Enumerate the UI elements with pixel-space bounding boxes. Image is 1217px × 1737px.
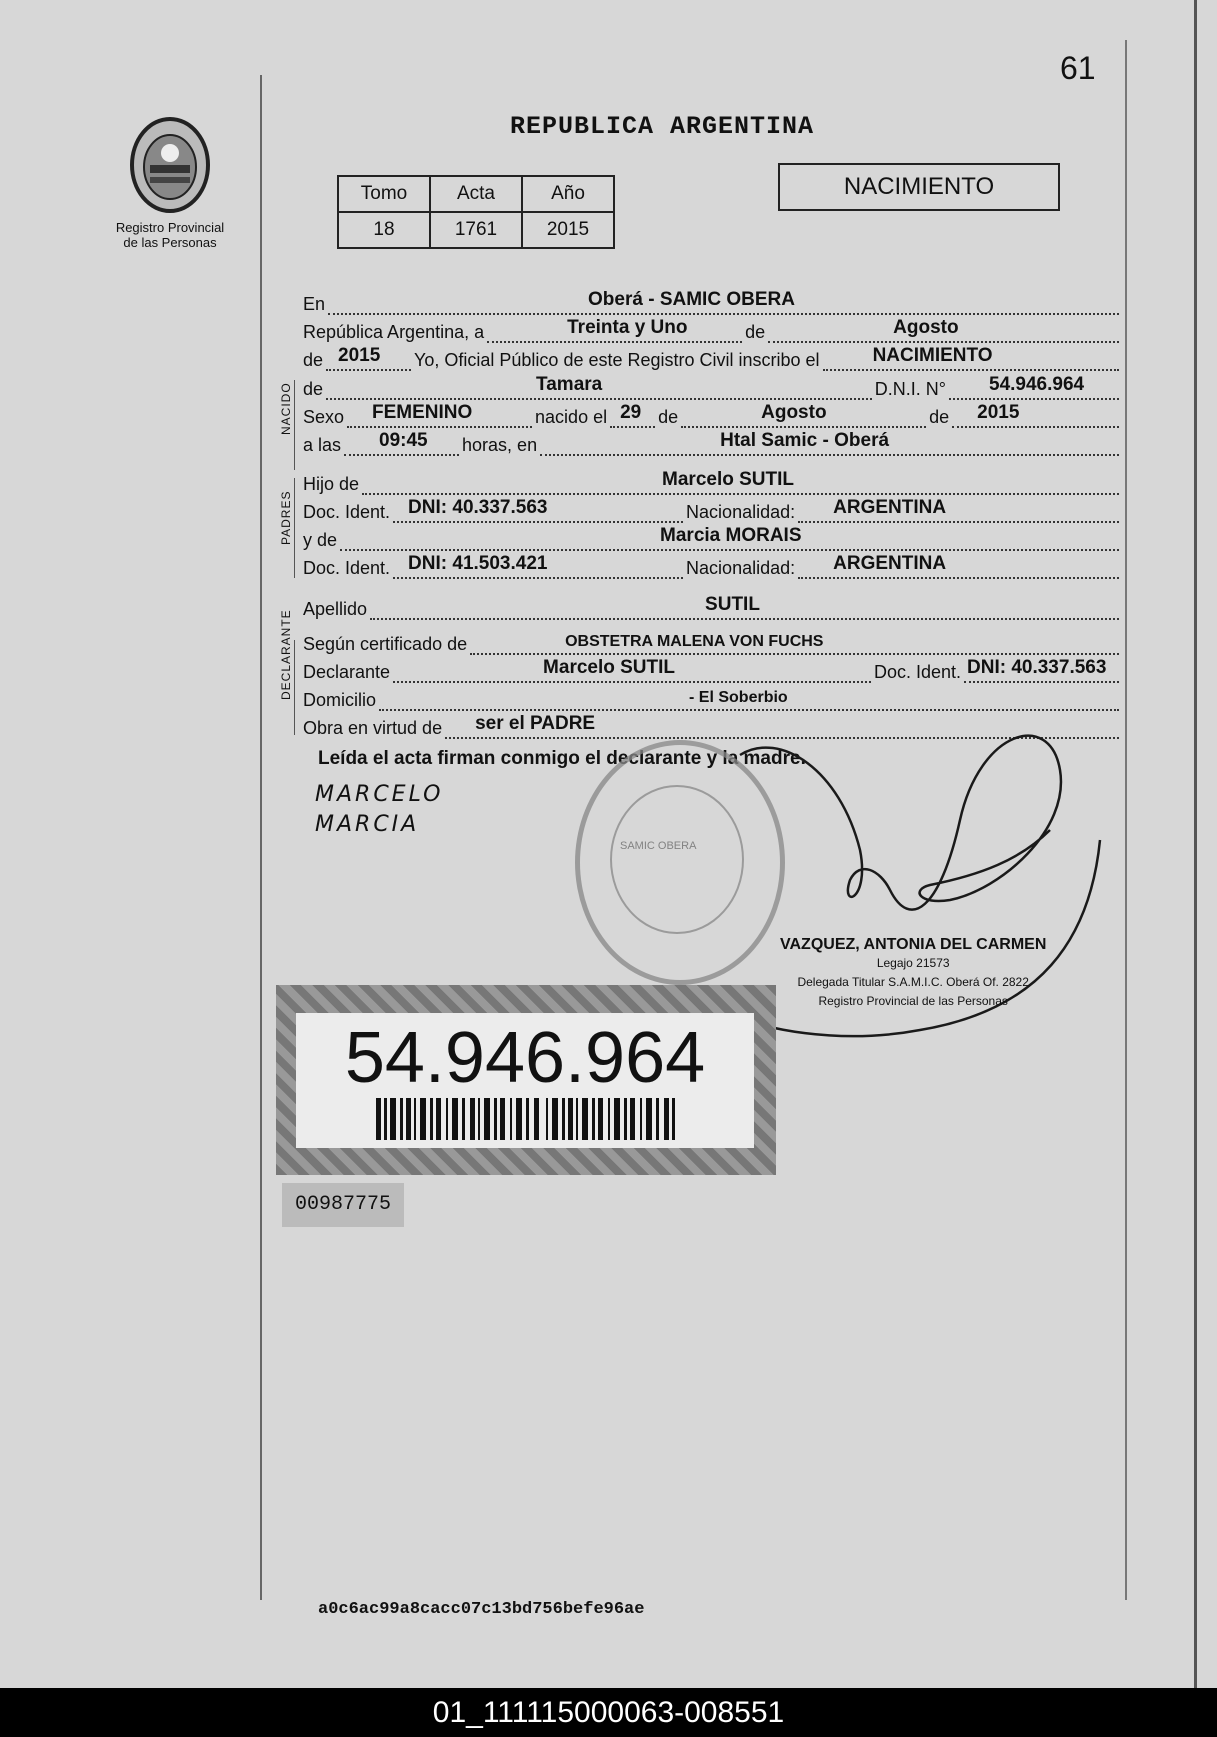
label-apellido: Apellido — [303, 599, 368, 619]
label-obra: Obra en virtud de — [303, 718, 443, 738]
signature-icon — [720, 710, 1120, 1080]
section-padres: PADRES — [279, 490, 293, 545]
value-madre-doc: DNI: 41.503.421 — [408, 553, 548, 574]
value-sexo: FEMENINO — [372, 402, 473, 423]
label-inscribo: Yo, Oficial Público de este Registro Civil inscribo el — [414, 350, 820, 370]
row-en — [303, 285, 1122, 315]
official-signature-block — [780, 935, 1046, 1011]
logo-caption-1: Registro Provincial — [115, 220, 225, 235]
label-anio-prefix: de — [303, 350, 324, 370]
closing-statement: Leída el acta firman conmigo el declarante y la madre. — [318, 748, 806, 769]
value-nacido-dia: 29 — [620, 402, 642, 423]
acta-value-tomo: 18 — [338, 212, 430, 248]
value-padre-nac: ARGENTINA — [833, 497, 947, 518]
row-madre-doc — [303, 549, 1122, 579]
control-number: 00987775 — [282, 1183, 404, 1227]
official-name: VAZQUEZ, ANTONIA DEL CARMEN — [780, 936, 1047, 953]
value-en: Oberá - SAMIC OBERA — [588, 289, 795, 310]
acta-header-acta: Acta — [430, 176, 522, 212]
label-hora: a las — [303, 435, 342, 455]
value-nacido-mes: Agosto — [761, 402, 827, 423]
document-title: REPUBLICA ARGENTINA — [510, 112, 815, 141]
label-nacido-el: nacido el — [535, 407, 608, 427]
value-declarante: Marcelo SUTIL — [543, 657, 676, 678]
value-anio: 2015 — [338, 345, 381, 366]
section-padres-line — [294, 478, 295, 578]
value-mes: Agosto — [893, 317, 959, 338]
row-sexo — [303, 398, 1122, 428]
official-cargo: Delegada Titular S.A.M.I.C. Oberá Of. 2822 — [797, 975, 1029, 989]
label-nacido-de2: de — [929, 407, 950, 427]
value-apellido: SUTIL — [705, 594, 760, 615]
footer-id: 01_111115000063-008551 — [0, 1688, 1217, 1737]
acta-table — [337, 175, 615, 249]
acta-value-anio: 2015 — [522, 212, 614, 248]
frame-right-line — [1125, 40, 1127, 1600]
label-padre-doc: Doc. Ident. — [303, 502, 391, 522]
barcode-icon — [376, 1098, 676, 1140]
page-number: 61 — [1060, 50, 1096, 86]
label-domicilio: Domicilio — [303, 690, 377, 710]
handwritten-marcelo: MARCELO — [315, 782, 444, 807]
acta-header-tomo: Tomo — [338, 176, 430, 212]
registry-logo — [110, 115, 230, 250]
value-madre: Marcia MORAIS — [660, 525, 802, 546]
acta-value-acta: 1761 — [430, 212, 522, 248]
value-declarante-doc: DNI: 40.337.563 — [967, 657, 1107, 678]
label-declarante-doc: Doc. Ident. — [873, 662, 961, 682]
frame-left-line — [260, 75, 262, 1600]
value-certificado: OBSTETRA MALENA VON FUCHS — [565, 633, 824, 650]
row-domicilio — [303, 681, 1122, 711]
row-republica — [303, 313, 1122, 343]
row-nombre — [303, 370, 1122, 400]
label-padre-nac: Nacionalidad: — [686, 502, 796, 522]
label-hijo-de: Hijo de — [303, 474, 360, 494]
label-de-mes: de — [745, 322, 766, 342]
record-type-box: NACIMIENTO — [778, 163, 1060, 211]
section-declarante: DECLARANTE — [279, 609, 293, 700]
section-nacido: NACIDO — [279, 382, 293, 435]
value-nacido-anio: 2015 — [977, 402, 1020, 423]
value-padre-doc: DNI: 40.337.563 — [408, 497, 548, 518]
seal-text: SAMIC OBERA — [620, 840, 697, 852]
value-dni: 54.946.964 — [989, 374, 1085, 395]
label-republica: República Argentina, a — [303, 322, 485, 342]
document-hash: a0c6ac99a8cacc07c13bd756befe96ae — [318, 1600, 645, 1619]
provincial-emblem-icon — [125, 115, 215, 215]
value-lugar: Htal Samic - Oberá — [720, 430, 890, 451]
official-registro: Registro Provincial de las Personas — [818, 994, 1008, 1008]
row-declarante — [303, 653, 1122, 683]
value-obra: ser el PADRE — [475, 713, 596, 734]
identity-label — [296, 1013, 754, 1148]
row-apellido — [303, 590, 1122, 620]
section-declarante-line — [294, 640, 295, 735]
logo-caption-2: de las Personas — [123, 235, 217, 250]
row-padre-doc — [303, 493, 1122, 523]
value-nombre: Tamara — [536, 374, 603, 395]
acta-header-anio: Año — [522, 176, 614, 212]
row-madre — [303, 521, 1122, 551]
value-dia: Treinta y Uno — [567, 317, 688, 338]
paper-edge — [1194, 0, 1197, 1688]
handwritten-marcia: MARCIA — [315, 812, 420, 837]
row-padre — [303, 465, 1122, 495]
label-madre-doc: Doc. Ident. — [303, 558, 391, 578]
label-y-de: y de — [303, 530, 338, 550]
row-certificado — [303, 625, 1122, 655]
label-certificado: Según certificado de — [303, 634, 468, 654]
label-madre-nac: Nacionalidad: — [686, 558, 796, 578]
value-madre-nac: ARGENTINA — [833, 553, 947, 574]
label-sexo: Sexo — [303, 407, 345, 427]
label-horas-en: horas, en — [462, 435, 538, 455]
label-nacido-de: de — [658, 407, 679, 427]
label-dni: D.N.I. N° — [874, 379, 946, 399]
label-number: 54.946.964 — [344, 1018, 706, 1098]
label-declarante: Declarante — [303, 662, 391, 682]
value-padre: Marcelo SUTIL — [662, 469, 795, 490]
label-en: En — [303, 294, 326, 314]
label-nombre: de — [303, 379, 324, 399]
value-hora: 09:45 — [379, 430, 428, 451]
section-nacido-line — [294, 380, 295, 470]
row-hora — [303, 426, 1122, 456]
value-inscribo: NACIMIENTO — [872, 345, 993, 366]
value-domicilio: - El Soberbio — [689, 689, 788, 706]
official-legajo: Legajo 21573 — [876, 956, 950, 970]
row-inscribo — [303, 341, 1122, 371]
